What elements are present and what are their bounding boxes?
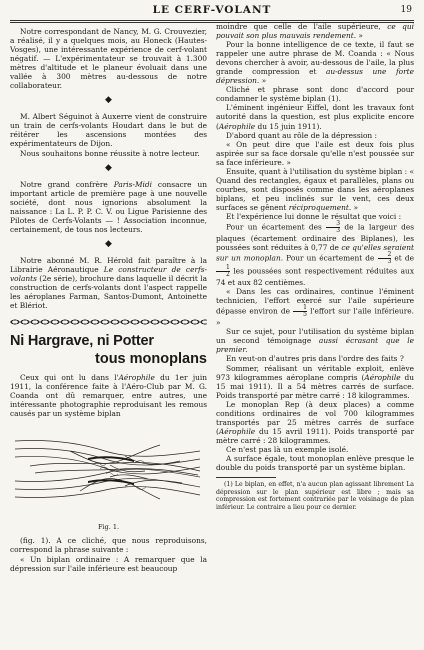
biplane-airflow-illustration — [10, 421, 207, 521]
paragraph-crouvezier: Notre correspondant de Nancy, M. G. Crouvezier, a réalisé, il y a quelques mois, au Honeck (Hautes-Vosges), une intéressante expérience de cerf-volant négatif. — L'expérimentateur se trouvait à 1.300 mètres d'altitude et le planeur évoluait dans une vallée à 300 mètres au-dessous de notre collaborateur. — [10, 27, 207, 91]
footnote-rule — [216, 477, 276, 478]
paragraph-quote-start: « Un biplan ordinaire : A remarquer que la dépression sur l'aile inférieure est beaucoup — [10, 554, 207, 573]
figure-caption: Fig. 1. — [97, 523, 120, 532]
paragraph-paris-midi: Notre grand confrère Paris-Midi consacre un important article de première page à une nouvelle société, dont nous ignorions absolument la naissance : La L. P. P. C. V. ou Ligue Parisienne des Pilotes de Cerfs-Volants — ! Association inconnue, certainement, de tous nos lecteurs. — [10, 179, 208, 234]
figure-biplane-airflow — [10, 421, 207, 521]
paragraph-sommer: Sommer, réalisant un véritable exploit, enlève 973 kilogrammes aéroplane compris (Aérophile du 15 mai 1911). Il a 54 mètres carrés de surface. Poids transporté par mètre carré : 18 kilogrammes. — [216, 363, 415, 400]
section-separator: ◆ — [105, 238, 112, 249]
section-separator: ◆ — [105, 95, 112, 106]
article-heading-line-2: tous monoplans — [95, 351, 207, 368]
right-column — [216, 22, 414, 511]
paragraph-result: Et l'expérience lui donne le résultat que voici : — [226, 211, 402, 221]
paragraph-conclusion: A surface égale, tout monoplan enlève presque le double du poids transporté par un système biplan. — [216, 453, 414, 473]
fraction-2-3: $\frac{2}{3}$ — [378, 252, 392, 265]
paragraph-second-testimony: Sur ce sujet, pour l'utilisation du système biplan un second témoignage aussi écrasant que le premier. — [216, 327, 414, 355]
paragraph-spacing-figures: Pour un écartement des $\frac{3}{3}$ de la largeur des plaques (écartement ordinaire des Biplanes), les poussées sont réduites à 0,77 de ce qu'elles seraient sur un monoplan. Pour un écartement de $\frac{2}{3}$ et de $\frac{1}{2}$ les poussées sont respectivement réduites aux 74 et aux 82 centièmes. — [216, 220, 415, 288]
paragraph-quote-end: moindre que celle de l'aile supérieure, ce qui pouvait son plus mauvais rendement. » — [216, 22, 414, 41]
article-heading-line-1: Ni Hargrave, ni Potter — [10, 333, 154, 350]
paragraph-other-facts: En veut-on d'autres pris dans l'ordre des faits ? — [226, 354, 404, 364]
paragraph-eiffel: L'éminent ingénieur Eiffel, dont les travaux font autorité dans la question, est plus explicite encore (Aérophile du 15 juin 1911). — [216, 103, 414, 131]
paragraph-herold: Notre abonné M. R. Hérold fait paraître à la Librairie Aéronautique Le constructeur de cerfs-volants (2e série), brochure dans laquelle il décrit la construction de cerfs-volants dont l'aspect rappelle les aéroplanes Farman, Santos-Dumont, Antoinette et Blériot. — [10, 255, 207, 311]
paragraph-coanda-rule: Pour la bonne intelligence de ce texte, il faut se rappeler une autre phrase de M. Coanda : « Nous devons chercher à avoir, au-dessous de l'aile, la plus grande compression et au-dessus une forte dépression. » — [216, 40, 415, 86]
paragraph-wishes: Nous souhaitons bonne réussite à notre lecteur. — [20, 148, 200, 158]
paragraph-condemn: Cliché et phrase sont donc d'accord pour condamner le système biplan (1). — [216, 85, 414, 104]
section-separator: ◆ — [105, 162, 112, 173]
paragraph-rep-monoplane: Le monoplan Rep (à deux places) a comme conditions ordinaires de vol 700 kilogrammes transportés par 25 mètres carrés de surface (Aérophile du 15 avril 1911). Poids transporté par mètre carré : 28 kilogrammes. — [216, 399, 414, 445]
paragraph-fig-ref: (fig. 1). A ce cliché, que nous reproduisons, correspond la phrase suivante : — [10, 536, 207, 555]
chain-divider — [10, 317, 207, 327]
paragraph-depression-role: D'abord quant au rôle de la dépression : — [226, 130, 378, 140]
journal-title: LE CERF-VOLANT — [152, 4, 272, 16]
paragraph-coanda-intro: Ceux qui ont lu dans l'Aérophile du 1er juin 1911, la conférence faite à l'Aéro-Club par M. G. Coanda ont dû remarquer, entre autres, une intéressante photographie reproduisant les remous causés par un système biplan — [10, 373, 207, 419]
fraction-1-5: $\frac{1}{5}$ — [293, 305, 307, 318]
fraction-1-2: $\frac{1}{2}$ — [216, 265, 230, 278]
left-column — [10, 27, 207, 573]
paragraph-seguinot: M. Albert Séguinot à Auxerre vient de construire un train de cerfs-volants Houdart dans le but de réitérer les ascensions montées des expérimentateurs de Dijon. — [10, 112, 207, 149]
page-number: 19 — [400, 5, 412, 15]
paragraph-not-isolated: Ce n'est pas là un exemple isolé. — [226, 444, 349, 454]
paragraph-biplan-use: Ensuite, quant à l'utilisation du système biplan : « Quand des rectangles, égaux et parallèles, plans ou courbes, sont disposés comme dans les aéroplanes biplans, et peu inclinés sur le vent, ces deux surfaces se gênent réciproquement. » — [216, 166, 414, 212]
running-header — [10, 4, 414, 20]
paragraph-effort: « Dans les cas ordinaires, continue l'éminent technicien, l'effort exercé sur l'aile supérieure dépasse environ de $\frac{1}{5}$ l'effort sur l'aile inférieure. » — [216, 287, 414, 328]
header-rule — [10, 20, 414, 21]
fraction-3-3: $\frac{3}{3}$ — [326, 221, 340, 234]
footnote: (1) Le biplan, en effet, n'a aucun plan agissant librement La dépression sur le plan supérieur est libre ; mais sa compression est fortement contrariée par le voisinage de plan inférieur. Le contraire a lieu pour ce dernier. — [216, 481, 414, 511]
paragraph-quote-dorsal: « On peut dire que l'aile est deux fois plus aspirée sur sa face dorsale qu'elle n'est poussée sur sa face inférieure. » — [216, 139, 414, 167]
